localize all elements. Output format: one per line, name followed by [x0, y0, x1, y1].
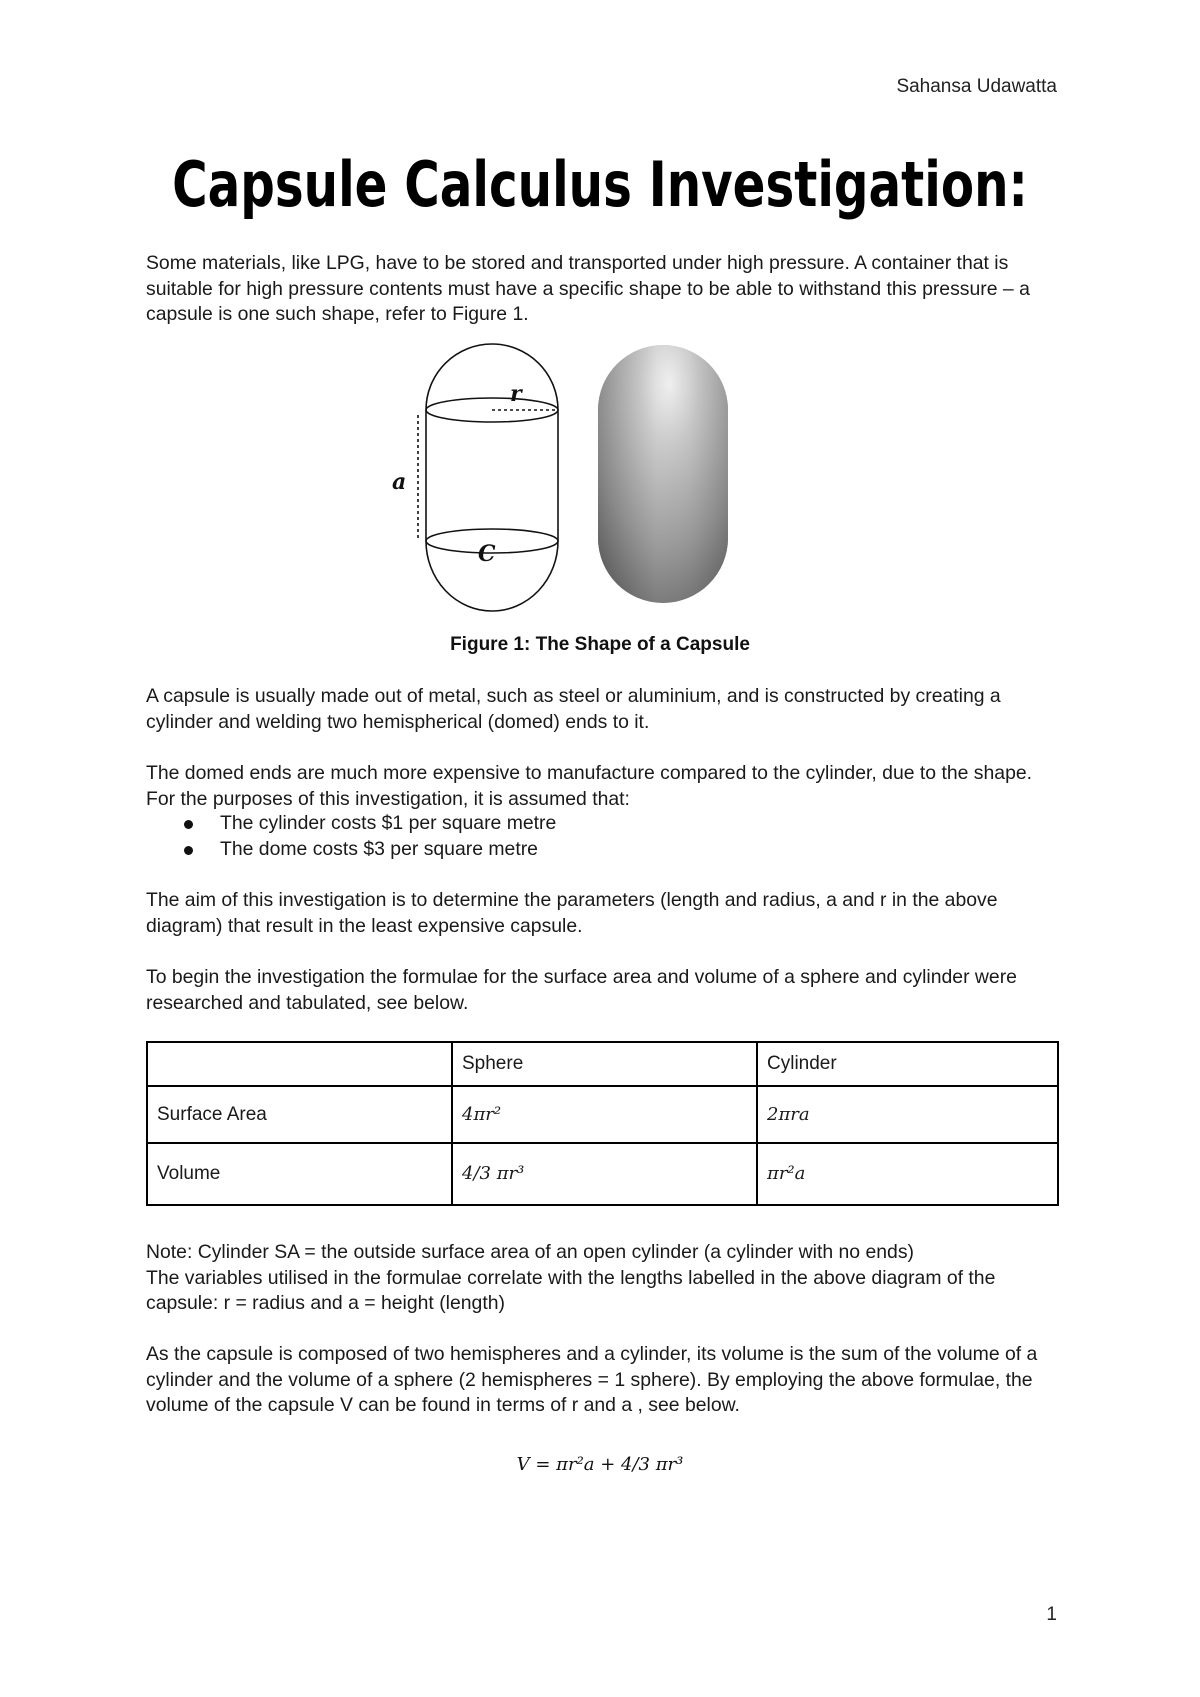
table-header-row [147, 1042, 1058, 1086]
figure-caption: Figure 1: The Shape of a Capsule [450, 634, 750, 655]
page-number: 1 [1046, 1604, 1057, 1625]
cylinder-sa-formula: 2πra [767, 1103, 810, 1125]
capsule-figure [392, 345, 738, 615]
cylinder-volume [757, 1143, 1058, 1205]
construction-paragraph: A capsule is usually made out of metal, such as steel or aluminium, and is constructed by creating a cylinder and welding two hemispherical (domed) ends to it. [146, 685, 1001, 733]
table-row [147, 1143, 1058, 1205]
volume-equation [0, 1452, 1200, 1476]
cost-assumptions-list [180, 811, 556, 862]
cost-intro-paragraph: The domed ends are much more expensive to manufacture compared to the cylinder, due to the shape. For the purposes of this investigation, it is assumed that: [146, 762, 1033, 810]
circumference-label: C [478, 541, 496, 567]
volume-formula: V = πr²a + 4/3 πr³ [516, 1454, 684, 1475]
begin-paragraph: To begin the investigation the formulae for the surface area and volume of a sphere and cylinder were researched and tabulated, see below. [146, 966, 1017, 1014]
intro-paragraph: Some materials, like LPG, have to be stored and transported under high pressure. A container that is suitable for high pressure contents must have a specific shape to be able to withstand this pressure – a capsule is one such shape, refer to Figure 1. [146, 252, 1030, 325]
capsule-shaded [598, 345, 728, 603]
aim-paragraph: The aim of this investigation is to determine the parameters (length and radius, a and r in the above diagram) that result in the least expensive capsule. [146, 889, 998, 937]
radius-label: r [510, 381, 522, 407]
table-row-label: Volume [147, 1143, 452, 1205]
note-block [146, 1240, 1061, 1317]
table-header-cell [147, 1042, 452, 1086]
note-line: Note: Cylinder SA = the outside surface area of an open cylinder (a cylinder with no ends) [146, 1241, 914, 1263]
sphere-volume [452, 1143, 757, 1205]
cylinder-volume-formula: πr²a [767, 1163, 806, 1184]
cylinder-surface-area [757, 1086, 1058, 1143]
table-row-label: Surface Area [147, 1086, 452, 1143]
table-row [147, 1086, 1058, 1143]
formula-table [146, 1041, 1059, 1206]
list-item: The dome costs $3 per square metre [180, 837, 556, 863]
sphere-sa-formula: 4πr² [462, 1103, 502, 1125]
sphere-volume-formula: 4/3 πr³ [462, 1163, 525, 1184]
length-label: a [392, 469, 407, 495]
page-title: Capsule Calculus Investigation: [172, 148, 1028, 221]
author-name: Sahansa Udawatta [896, 76, 1057, 97]
table-header-cell: Sphere [452, 1042, 757, 1086]
list-item: The cylinder costs $1 per square metre [180, 811, 556, 837]
table-header-cell: Cylinder [757, 1042, 1058, 1086]
sphere-surface-area [452, 1086, 757, 1143]
capsule-line-drawing [418, 344, 558, 611]
volume-intro-paragraph: As the capsule is composed of two hemispheres and a cylinder, its volume is the sum of the volume of a cylinder and the volume of a sphere (2 hemispheres = 1 sphere). By employing the above formulae, the volume of the capsule V can be found in terms of r and a , see below. [146, 1343, 1038, 1416]
variables-line: The variables utilised in the formulae correlate with the lengths labelled in the above diagram of the capsule: r = radius and a = height (length) [146, 1266, 996, 1314]
